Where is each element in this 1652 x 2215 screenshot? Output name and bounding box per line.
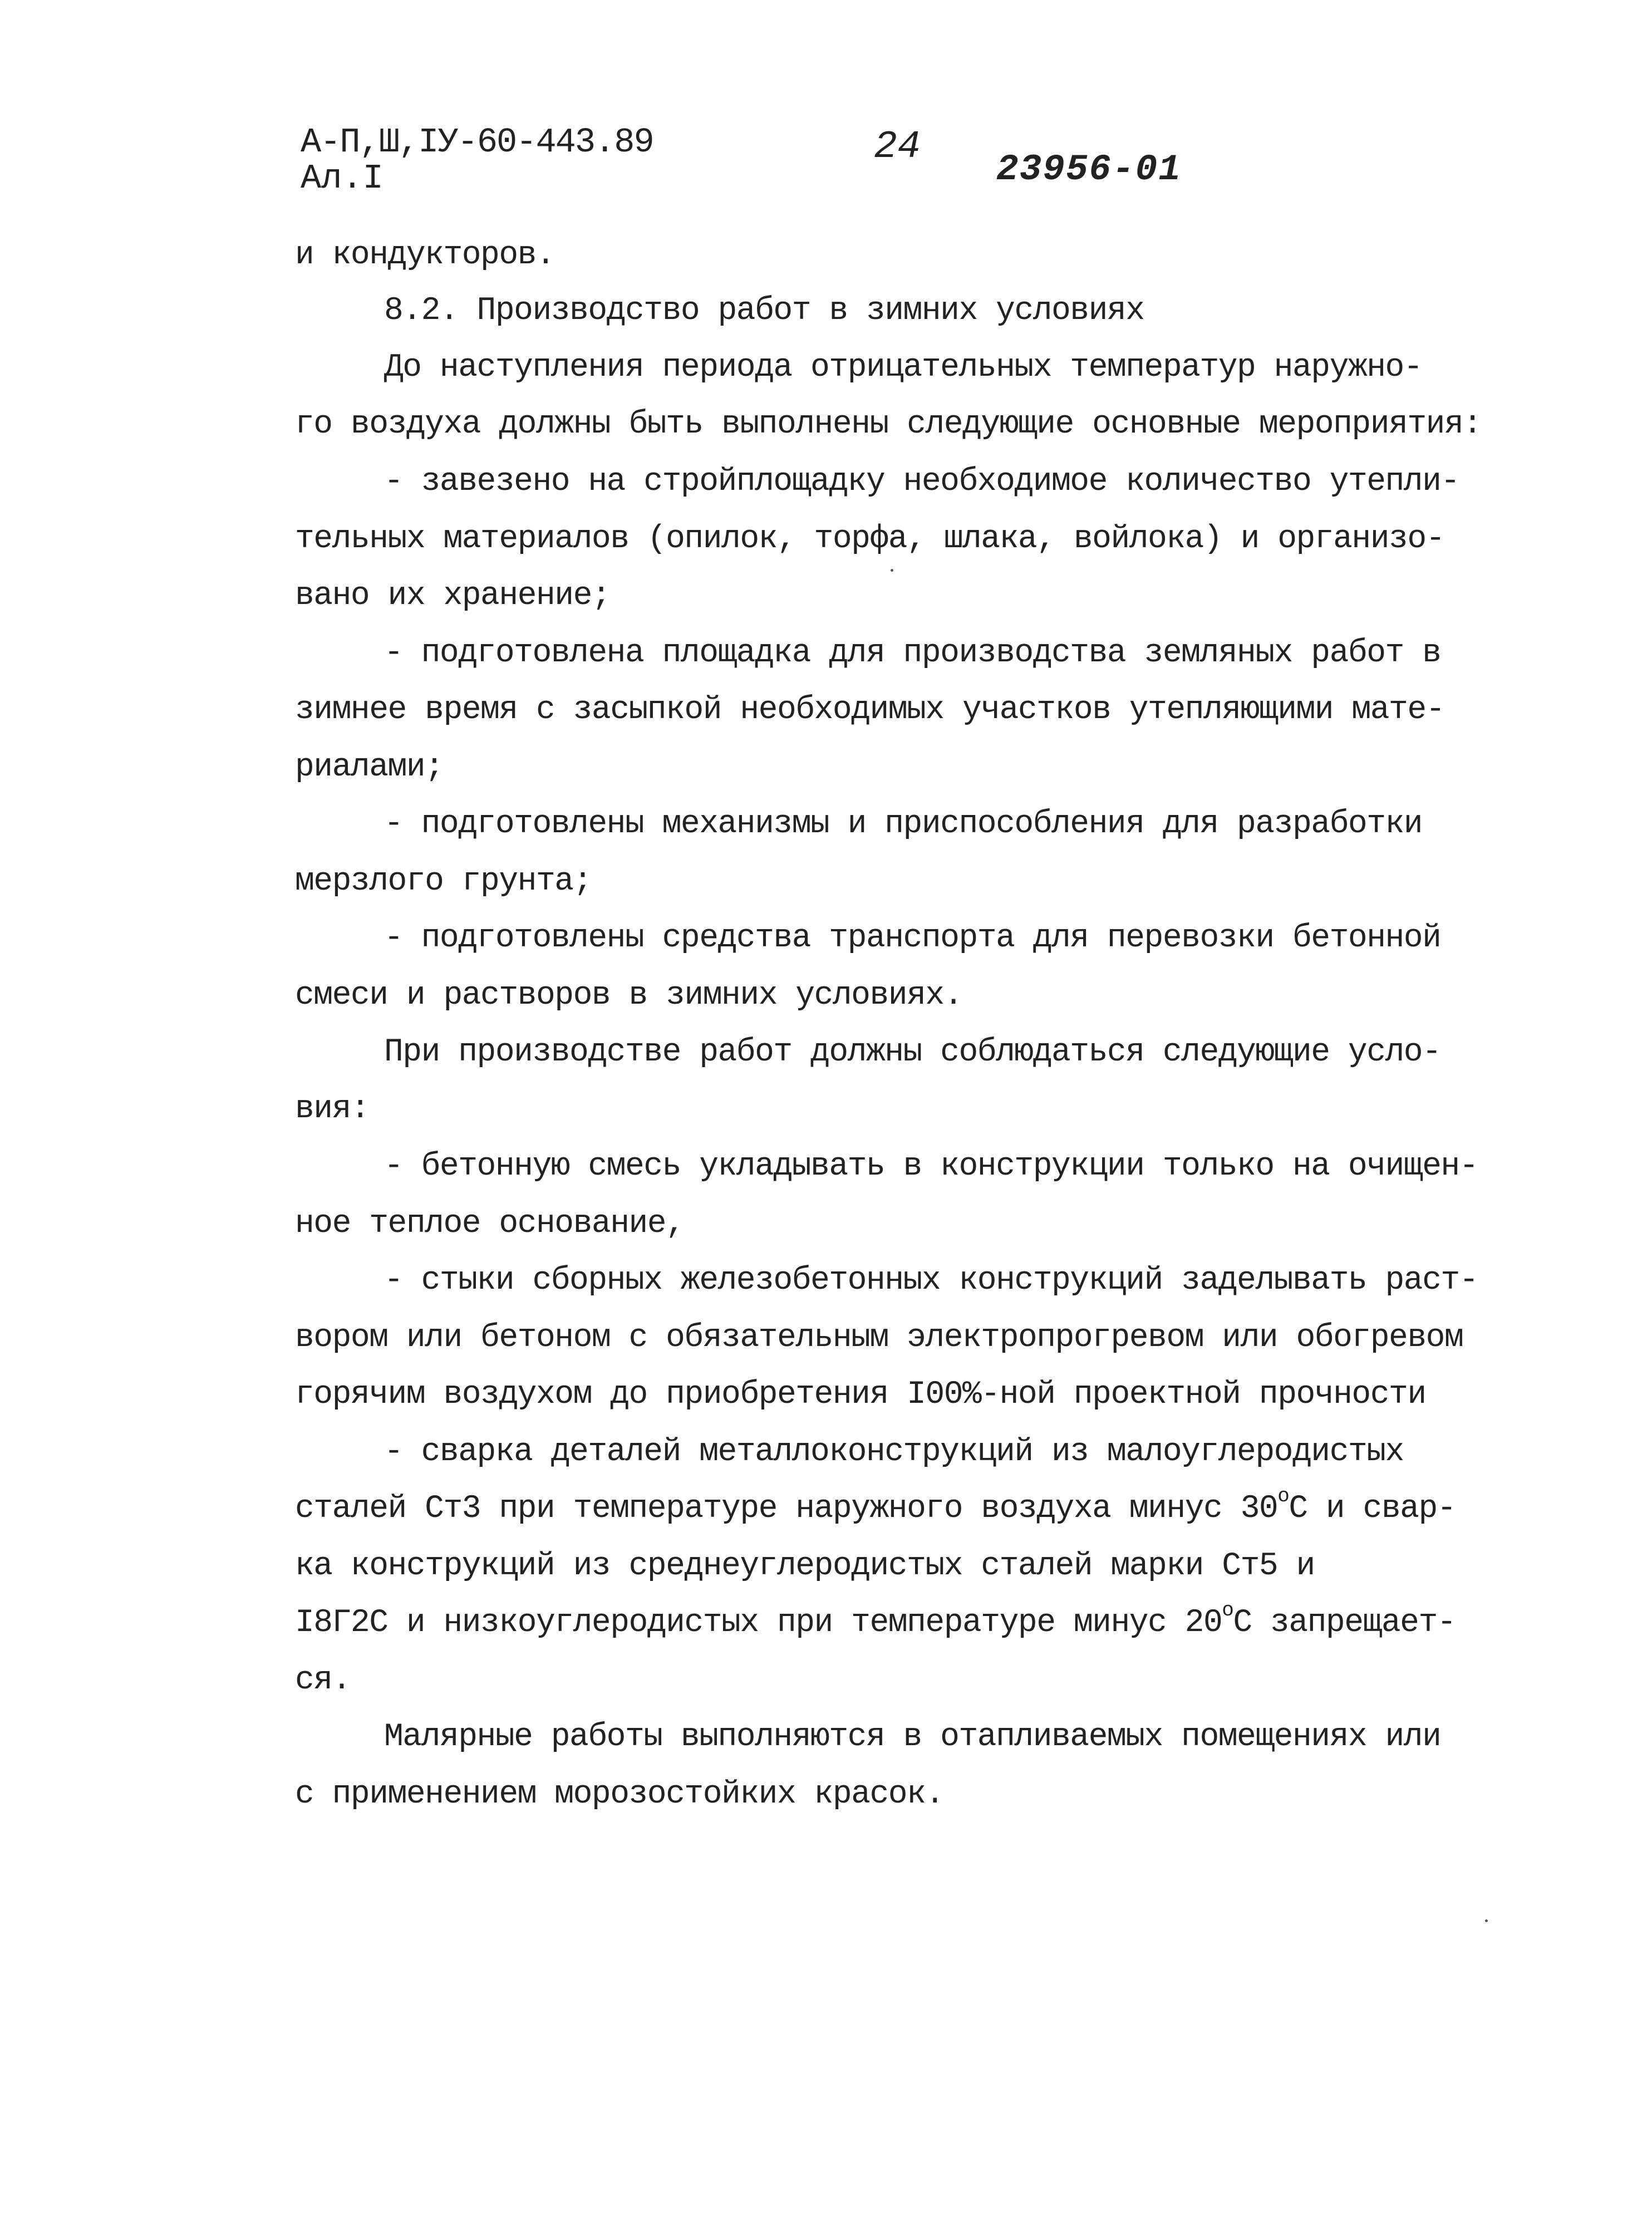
text-line: вано их хранение; <box>295 578 611 614</box>
list-item-line: - подготовлены средства транспорта для перевозки бетонной <box>384 920 1441 956</box>
text-line: До наступления периода отрицательных температур наружно- <box>384 350 1423 386</box>
scan-speck <box>891 569 893 572</box>
page-number: 24 <box>874 125 921 169</box>
text-line: ное теплое основание, <box>295 1206 685 1242</box>
list-item-line: - подготовлены механизмы и приспособления для разработки <box>384 806 1423 842</box>
list-item-line: - бетонную смесь укладывать в конструкции только на очищен- <box>384 1148 1478 1185</box>
degree-mark: о <box>1222 1598 1233 1622</box>
text-line: тельных материалов (опилок, торфа, шлака, войлока) и организо- <box>295 521 1444 557</box>
text-line: ся. <box>295 1662 351 1698</box>
document-code: А-П,Ш,IУ-60-443.89 <box>301 122 653 162</box>
text-line: вором или бетоном с обязательным электропрогревом или обогревом <box>295 1320 1463 1356</box>
text-line: го воздуха должны быть выполнены следующие основные мероприятия: <box>295 406 1482 443</box>
text-line: с применением морозостойких красок. <box>295 1776 944 1813</box>
text-line: зимнее время с засыпкой необходимых участков утепляющими мате- <box>295 692 1444 728</box>
list-item-line: - стыки сборных железобетонных конструкций заделывать раст- <box>384 1263 1478 1299</box>
text-segment: С запрещает- <box>1233 1605 1456 1641</box>
list-item-line: - подготовлена площадка для производства земляных работ в <box>384 635 1441 671</box>
inventory-number: 23956-01 <box>996 149 1182 190</box>
list-item-line: - завезено на стройплощадку необходимое количество утепли- <box>384 464 1459 500</box>
text-line: ка конструкций из среднеуглеродистых сталей марки Ст5 и <box>295 1548 1315 1584</box>
text-line: При производстве работ должны соблюдаться следующие усло- <box>384 1034 1441 1070</box>
text-segment: С и свар- <box>1289 1491 1456 1527</box>
list-item-line: - сварка деталей металлоконструкций из малоуглеродистых <box>384 1434 1404 1470</box>
degree-mark: о <box>1277 1484 1289 1507</box>
scan-speck <box>1485 1919 1488 1922</box>
text-line: вия: <box>295 1091 370 1127</box>
text-line: Малярные работы выполняются в отапливаемых помещениях или <box>384 1719 1441 1755</box>
sheet-label: Ал.I <box>301 159 384 198</box>
text-segment: сталей Ст3 при температуре наружного воздуха минус 30 <box>295 1491 1278 1527</box>
text-segment: I8Г2С и низкоуглеродистых при температуре минус 20 <box>295 1605 1222 1641</box>
text-line-with-superscript <box>295 1598 1456 1641</box>
text-line: горячим воздухом до приобретения I00%-ной проектной прочности <box>295 1377 1426 1413</box>
text-line-with-superscript <box>295 1484 1456 1527</box>
text-line: риалами; <box>295 749 444 785</box>
text-line: мерзлого грунта; <box>295 863 592 900</box>
section-heading: 8.2. Производство работ в зимних условиях <box>384 293 1144 329</box>
text-line: смеси и растворов в зимних условиях. <box>295 978 963 1014</box>
text-line: и кондукторов. <box>295 237 555 273</box>
